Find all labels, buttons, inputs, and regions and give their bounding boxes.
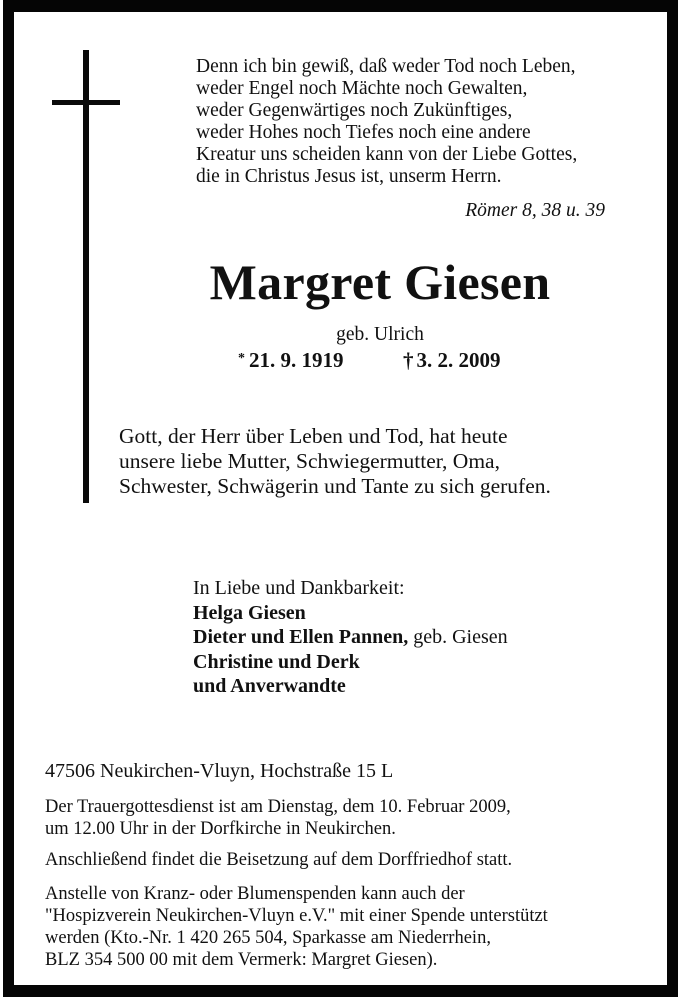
birth-star-icon: * <box>238 351 245 366</box>
mourner-entry <box>193 674 633 699</box>
mourners-intro: In Liebe und Dankbarkeit: <box>193 577 405 599</box>
death-date: 3. 2. 2009 <box>416 348 501 372</box>
donation-line: Anstelle von Kranz- oder Blumenspenden kann auch der <box>45 884 465 904</box>
verse-line: Kreatur uns scheiden kann von der Liebe Gottes, <box>196 144 578 165</box>
verse-line: weder Engel noch Mächte noch Gewalten, <box>196 78 528 99</box>
birth-date: 21. 9. 1919 <box>249 348 344 372</box>
mourner-name: Christine und Derk <box>193 650 360 673</box>
cross-icon <box>83 50 89 503</box>
verse-line: Denn ich bin gewiß, daß weder Tod noch Leben, <box>196 56 576 77</box>
bible-verse <box>196 56 626 188</box>
donation-line: werden (Kto.-Nr. 1 420 265 504, Sparkasse am Niederrhein, <box>45 928 491 948</box>
death-date-group <box>403 348 501 373</box>
verse-reference: Römer 8, 38 u. 39 <box>465 200 605 221</box>
birth-date-group <box>238 348 344 373</box>
donation-info <box>45 883 548 971</box>
burial-info <box>45 849 512 871</box>
announcement-line: Gott, der Herr über Leben und Tod, hat heute <box>119 424 508 448</box>
mourner-entry <box>193 650 633 675</box>
mourner-entry <box>193 601 633 626</box>
announcement-line: unsere liebe Mutter, Schwiegermutter, Oma, <box>119 449 500 473</box>
mourner-entry <box>193 625 633 650</box>
deceased-name: Margret Giesen <box>209 254 551 310</box>
announcement-line: Schwester, Schwägerin und Tante zu sich gerufen. <box>119 474 551 498</box>
mourner-suffix: geb. Giesen <box>408 626 508 648</box>
cross-icon-crossbar <box>52 100 120 105</box>
mourner-name: Dieter und Ellen Pannen, <box>193 626 409 648</box>
burial-line: Anschließend findet die Beisetzung auf dem Dorffriedhof statt. <box>45 850 513 870</box>
mourners-list <box>193 576 633 699</box>
dagger-icon: † <box>403 348 414 372</box>
verse-line: weder Hohes noch Tiefes noch eine andere <box>196 122 531 143</box>
donation-line: "Hospizverein Neukirchen-Vluyn e.V." mit einer Spende unterstützt <box>45 906 548 926</box>
service-line: Der Trauergottesdienst ist am Dienstag, dem 10. Februar 2009, <box>45 797 511 817</box>
service-info <box>45 796 511 840</box>
donation-line: BLZ 354 500 00 mit dem Vermerk: Margret Giesen). <box>45 950 438 970</box>
verse-line: weder Gegenwärtiges noch Zukünftiges, <box>196 100 513 121</box>
verse-line: die in Christus Jesus ist, unserm Herrn. <box>196 166 502 187</box>
mourner-name: und Anverwandte <box>193 675 346 697</box>
service-line: um 12.00 Uhr in der Dorfkirche in Neukirchen. <box>45 819 396 839</box>
birth-name: geb. Ulrich <box>336 324 424 345</box>
mourner-name: Helga Giesen <box>193 601 306 624</box>
family-address: 47506 Neukirchen-Vluyn, Hochstraße 15 L <box>45 760 394 782</box>
death-announcement <box>119 424 639 499</box>
